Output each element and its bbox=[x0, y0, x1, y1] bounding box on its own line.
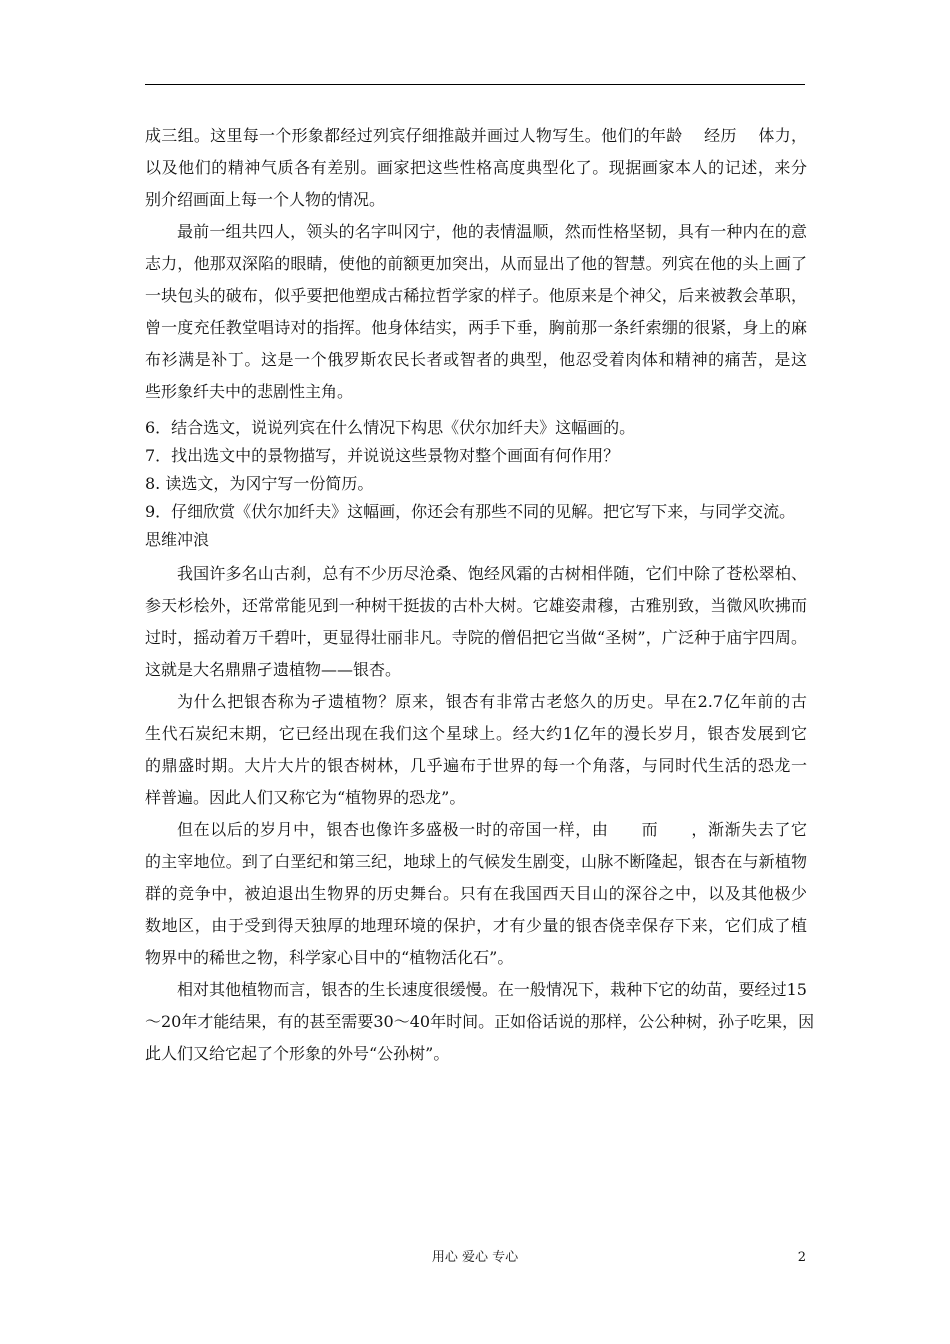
page-number: 2 bbox=[797, 1250, 806, 1265]
paragraph-line: 群的竞争中，被迫退出生物界的历史舞台。只有在我国西天目山的深谷之中，以及其他极少 bbox=[145, 884, 807, 903]
paragraph-line: 一块包头的破布，似乎要把他塑成古稀拉哲学家的样子。他原来是个神父，后来被教会革职， bbox=[145, 286, 807, 305]
paragraph-line: 布衫满是补丁。这是一个俄罗斯农民长者或智者的典型，他忍受着肉体和精神的痛苦，是这 bbox=[145, 350, 807, 369]
paragraph-line: 此人们又给它起了个形象的外号“公孙树”。 bbox=[145, 1044, 450, 1063]
article-painting bbox=[145, 120, 807, 408]
question-item: 8. 读选文，为冈宁写一份简历。 bbox=[145, 474, 374, 493]
header-rule bbox=[145, 84, 805, 85]
paragraph-line: 以及他们的精神气质各有差别。画家把这些性格高度典型化了。现据画家本人的记述，来分 bbox=[145, 158, 807, 177]
paragraph-line: ～20年才能结果，有的甚至需要30～40年时间。正如俗话说的那样，公公种树，孙子吃果，因 bbox=[145, 1012, 815, 1031]
paragraph-line: 数地区，由于受到得天独厚的地理环境的保护，才有少量的银杏侥幸保存下来，它们成了植 bbox=[145, 916, 807, 935]
paragraph-line: 这就是大名鼎鼎孑遗植物——银杏。 bbox=[145, 660, 402, 679]
question-item: 9．仔细欣赏《伏尔加纤夫》这幅画，你还会有那些不同的见解。把它写下来，与同学交流。 bbox=[145, 502, 796, 521]
footer-motto: 用心 爱心 专心 bbox=[431, 1250, 519, 1265]
paragraph-line: 过时，摇动着万千碧叶，更显得壮丽非凡。寺院的僧侣把它当做“圣树”，广泛种于庙宇四周。 bbox=[145, 628, 807, 647]
question-item: 7．找出选文中的景物描写，并说说这些景物对整个画面有何作用？ bbox=[145, 446, 620, 465]
paragraph-line: 但在以后的岁月中，银杏也像许多盛极一时的帝国一样，由 而 ，渐渐失去了它 bbox=[177, 820, 807, 839]
paragraph-line: 最前一组共四人，领头的名字叫冈宁，他的表情温顺，然而性格坚韧，具有一种内在的意 bbox=[177, 222, 807, 241]
paragraph-line: 相对其他植物而言，银杏的生长速度很缓慢。在一般情况下，栽种下它的幼苗，要经过15 bbox=[177, 980, 807, 999]
paragraph-line: 参天杉桧外，还常常能见到一种树干挺拔的古朴大树。它雄姿肃穆，古雅别致，当微风吹拂而 bbox=[145, 596, 807, 615]
question-item: 6．结合选文，说说列宾在什么情况下构思《伏尔加纤夫》这幅画的。 bbox=[145, 418, 636, 437]
paragraph-line: 些形象纤夫中的悲剧性主角。 bbox=[145, 382, 354, 401]
paragraph-line: 曾一度充任教堂唱诗对的指挥。他身体结实，两手下垂，胸前那一条纤索绷的很紧，身上的麻 bbox=[145, 318, 807, 337]
paragraph-line: 的鼎盛时期。大片大片的银杏树林，几乎遍布于世界的每一个角落，与同时代生活的恐龙一 bbox=[145, 756, 807, 775]
page-footer bbox=[0, 1248, 950, 1268]
paragraph-line: 成三组。这里每一个形象都经过列宾仔细推敲并画过人物写生。他们的年龄 经历 体力， bbox=[145, 126, 807, 145]
paragraph-line: 别介绍画面上每一个人物的情况。 bbox=[145, 190, 386, 209]
paragraph-line: 样普遍。因此人们又称它为“植物界的恐龙”。 bbox=[145, 788, 466, 807]
question-list bbox=[145, 414, 807, 526]
section-title: 思维冲浪 bbox=[145, 530, 210, 549]
paragraph-line: 物界中的稀世之物，科学家心目中的“植物活化石”。 bbox=[145, 948, 514, 967]
paragraph-line: 我国许多名山古刹，总有不少历尽沧桑、饱经风霜的古树相伴随，它们中除了苍松翠柏、 bbox=[177, 564, 807, 583]
article-ginkgo bbox=[145, 558, 815, 1070]
paragraph-line: 为什么把银杏称为孑遗植物？原来，银杏有非常古老悠久的历史。早在2.7亿年前的古 bbox=[177, 692, 807, 711]
paragraph-line: 的主宰地位。到了白垩纪和第三纪，地球上的气候发生剧变，山脉不断隆起，银杏在与新植物 bbox=[145, 852, 807, 871]
paragraph-line: 志力，他那双深陷的眼睛，使他的前额更加突出，从而显出了他的智慧。列宾在他的头上画了 bbox=[145, 254, 807, 273]
page-content bbox=[145, 120, 815, 1070]
paragraph-line: 生代石炭纪末期，它已经出现在我们这个星球上。经大约1亿年的漫长岁月，银杏发展到它 bbox=[145, 724, 807, 743]
